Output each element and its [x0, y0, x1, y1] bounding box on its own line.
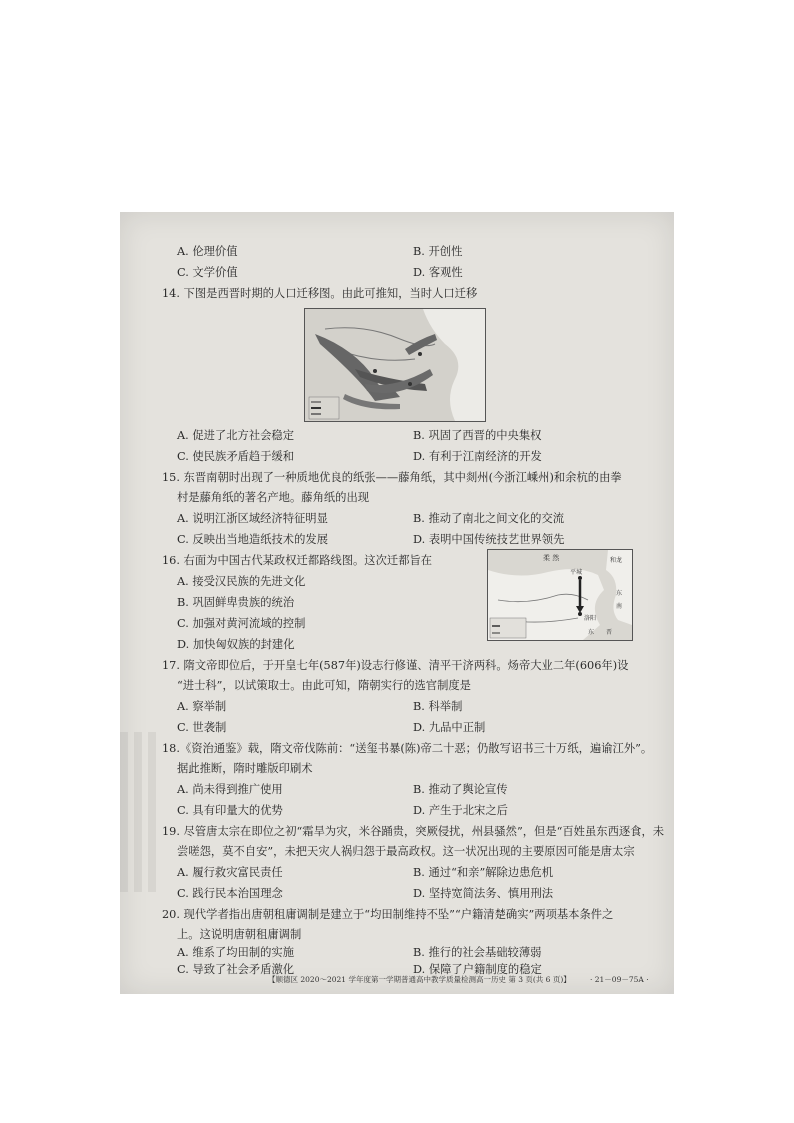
q15-option-c: C. 反映出当地造纸技术的发展 — [177, 533, 328, 546]
q16-stem: 16. 右面为中国古代某政权迁都路线图。这次迁都旨在 — [162, 554, 433, 567]
q13-option-d: D. 客观性 — [413, 266, 463, 279]
q14-stem: 14. 下图是西晋时期的人口迁移图。由此可推知，当时人口迁移 — [162, 287, 478, 300]
q18-stem-line1: 18.《资治通鉴》载，隋文帝伐陈前：“送玺书暴(陈)帝二十恶；仍散写诏书三十万纸，遍谕江外”。 — [162, 742, 653, 755]
q15-stem-line1: 15. 东晋南朝时出现了一种质地优良的纸张——藤角纸，其中剡州(今浙江嵊州)和余杭的由拳 — [162, 471, 622, 484]
q17-option-d: D. 九品中正制 — [413, 721, 486, 734]
q18-option-b: B. 推动了舆论宣传 — [413, 783, 508, 796]
q20-stem-line1: 20. 现代学者指出唐朝租庸调制是建立于“均田制维持不坠”“户籍清楚确实”两项基本条件之 — [162, 908, 614, 921]
q20-stem-line2: 上。这说明唐朝租庸调制 — [177, 928, 302, 941]
q19-option-b: B. 通过“和亲”解除边患危机 — [413, 866, 554, 879]
q14-option-d: D. 有利于江南经济的开发 — [413, 450, 542, 463]
q14-option-b: B. 巩固了西晋的中央集权 — [413, 429, 542, 442]
q17-stem-line1: 17. 隋文帝即位后，于开皇七年(587年)设志行修谨、清平干济两科。炀帝大业二年(606年)设 — [162, 659, 629, 672]
q16-option-c: C. 加强对黄河流域的控制 — [177, 617, 306, 630]
page-footer-code: · 21－09－75A · — [590, 975, 649, 984]
q18-stem-line2: 据此推断，隋时雕版印刷术 — [177, 762, 313, 775]
q16-option-b: B. 巩固鲜卑贵族的统治 — [177, 596, 295, 609]
q16-option-a: A. 接受汉民族的先进文化 — [177, 575, 306, 588]
q17-option-a: A. 察举制 — [177, 700, 227, 713]
q20-option-d: D. 保障了户籍制度的稳定 — [413, 963, 542, 976]
q16-capital-move-map — [487, 549, 633, 641]
q18-option-a: A. 尚未得到推广使用 — [177, 783, 283, 796]
q13-option-c: C. 文学价值 — [177, 266, 238, 279]
map-label-luoyang: 洛阳 — [584, 615, 597, 622]
q14-option-a: A. 促进了北方社会稳定 — [177, 429, 295, 442]
q20-option-a: A. 维系了均田制的实施 — [177, 946, 295, 959]
q14-option-c: C. 使民族矛盾趋于缓和 — [177, 450, 295, 463]
q13-option-b: B. 开创性 — [413, 245, 463, 258]
map-label-jin: 晋 — [606, 629, 613, 636]
q18-option-c: C. 具有印量大的优势 — [177, 804, 283, 817]
q19-stem-line2: 尝嗟怨，莫不自安”，未把天灾人祸归怨于最高政权。这一状况出现的主要原因可能是唐太宗 — [177, 845, 635, 858]
q19-option-d: D. 坚持宽简法务、慎用刑法 — [413, 887, 554, 900]
map-label-dong: 东 — [616, 590, 623, 597]
map-label-rouran: 柔 然 — [543, 554, 560, 562]
q13-option-a: A. 伦理价值 — [177, 245, 238, 258]
q19-option-c: C. 践行民本治国理念 — [177, 887, 283, 900]
q17-option-c: C. 世袭制 — [177, 721, 227, 734]
q18-option-d: D. 产生于北宋之后 — [413, 804, 508, 817]
map-label-nan: 南 — [616, 603, 623, 610]
watermark — [120, 732, 160, 892]
capital-move-map-graphic — [488, 550, 632, 640]
q14-migration-map — [304, 308, 486, 422]
migration-map-graphic — [305, 309, 485, 421]
page-footer: 【顺德区 2020～2021 学年度第一学期普通高中教学质量检测高一历史 第 3 页(共 6 页)】 — [268, 975, 571, 984]
map-label-pingcheng: 平城 — [570, 569, 583, 576]
q20-option-c: C. 导致了社会矛盾激化 — [177, 963, 295, 976]
q17-stem-line2: “进士科”，以试策取士。由此可知，隋朝实行的选官制度是 — [177, 679, 471, 692]
q19-stem-line1: 19. 尽管唐太宗在即位之初“霜旱为灾，米谷踊贵，突厥侵扰，州县骚然”，但是“百姓虽东西逐食，未 — [162, 825, 665, 838]
q15-stem-line2: 村是藤角纸的著名产地。藤角纸的出现 — [177, 491, 370, 504]
q15-option-a: A. 说明江浙区域经济特征明显 — [177, 512, 328, 525]
q15-option-d: D. 表明中国传统技艺世界领先 — [413, 533, 565, 546]
q15-option-b: B. 推动了南北之间文化的交流 — [413, 512, 565, 525]
map-label-helong: 和龙 — [610, 557, 623, 564]
q17-option-b: B. 科举制 — [413, 700, 463, 713]
exam-page — [120, 212, 674, 994]
q16-option-d: D. 加快匈奴族的封建化 — [177, 638, 295, 651]
map-label-dong2: 东 — [588, 629, 595, 636]
q20-option-b: B. 推行的社会基础较薄弱 — [413, 946, 542, 959]
q19-option-a: A. 履行救灾富民责任 — [177, 866, 283, 879]
